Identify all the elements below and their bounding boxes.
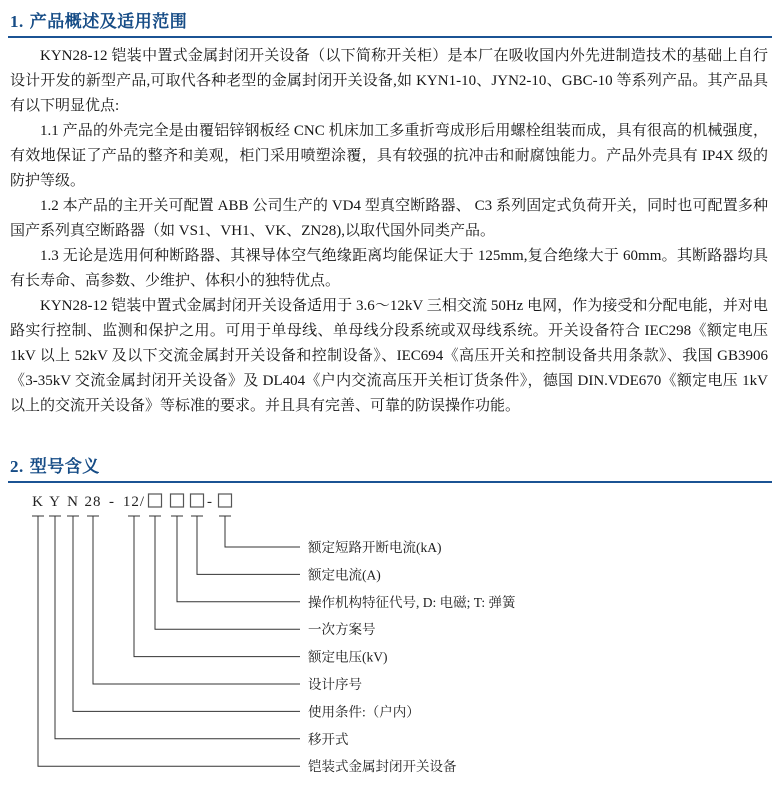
diagram-label: 额定电压(kV) [308, 649, 388, 665]
model-code-diagram [20, 489, 780, 789]
connector-line [49, 516, 300, 739]
connector-line [128, 516, 300, 657]
code-char: Y [49, 494, 61, 510]
diagram-label: 额定短路开断电流(kA) [308, 540, 442, 555]
code-placeholder-box [171, 494, 184, 507]
code-char: K [32, 494, 44, 510]
connector-line [87, 516, 300, 684]
section-overview-title-text: 产品概述及适用范围 [29, 12, 188, 31]
diagram-label: 使用条件:（户内） [308, 704, 420, 720]
section-model-title [0, 445, 780, 480]
diagram-label: 额定电流(A) [308, 567, 381, 583]
code-placeholder-box [219, 494, 232, 507]
connector-line [191, 516, 300, 574]
diagram-label: 一次方案号 [308, 622, 376, 638]
code-char: - [109, 494, 115, 510]
section-model-title-text: 型号含义 [29, 457, 100, 476]
paragraph-1-1: 1.1 产品的外壳完全是由覆铝锌钢板经 CNC 机床加工多重折弯成形后用螺栓组装而成，具有很高的机械强度，有效地保证了产品的整齐和美观，柜门采用喷塑涂覆，具有较强的抗冲击和耐腐蚀能力。产品外壳具有 IP4X 级的防护等级。 [10, 123, 768, 189]
connector-line [32, 516, 300, 766]
connector-line [171, 516, 300, 602]
diagram-label: 铠装式金属封闭开关设备 [308, 759, 457, 775]
paragraph-intro: KYN28-12 铠装中置式金属封闭开关设备（以下简称开关柜）是本厂在吸收国内外先进制造技术的基础上自行设计开发的新型产品,可取代各种老型的金属封闭开关设备,如 KYN1-10、JYN2-10、GBC-10 等系列产品。其产品具有以下明显优点: [10, 48, 768, 114]
section-overview-title [0, 0, 780, 35]
section-overview-body [0, 38, 780, 419]
section-model-number: 2. [10, 457, 24, 476]
section-model-divider [8, 481, 772, 483]
paragraph-1-2: 1.2 本产品的主开关可配置 ABB 公司生产的 VD4 型真空断路器、 C3 系列固定式负荷开关，同时也可配置多种国产系列真空断路器（如 VS1、VH1、VK、ZN28),以取代国外同类产品。 [10, 198, 768, 239]
code-char: 12/ [122, 494, 146, 510]
model-code-svg [20, 489, 776, 784]
paragraph-standards: KYN28-12 铠装中置式金属封闭开关设备适用于 3.6～12kV 三相交流 50Hz 电网，作为接受和分配电能，并对电路实行控制、监测和保护之用。可用于单母线、单母线分段系统或双母线系统。开关设备符合 IEC298《额定电压 1kV 以上 52kV 及以下交流金属封开关设备和控制设备》、IEC694《高压开关和控制设备共用条款》、我国 GB3906《3-35kV 交流金属封闭开关设备》及 DL404《户内交流高压开关柜订货条件》，德国 DIN.VDE670《额定电压 1kV 以上的交流开关设备》等标准的要求。并且具有完善、可靠的防误操作功能。 [10, 298, 768, 414]
paragraph-1-3: 1.3 无论是选用何种断路器、其裸导体空气绝缘距离均能保证大于 125mm,复合绝缘大于 60mm。其断路器均具有长寿命、高参数、少维护、体积小的独特优点。 [10, 248, 768, 289]
connector-line [67, 516, 300, 711]
diagram-label: 设计序号 [308, 677, 362, 692]
section-overview-number: 1. [10, 12, 24, 31]
section-model [0, 445, 780, 789]
code-char: - [207, 494, 213, 510]
diagram-label: 移开式 [308, 731, 349, 747]
code-char: 28 [84, 494, 102, 510]
code-placeholder-box [149, 494, 162, 507]
connector-line [219, 516, 300, 547]
code-placeholder-box [191, 494, 204, 507]
diagram-label: 操作机构特征代号, D: 电磁; T: 弹簧 [308, 594, 516, 610]
code-char: N [67, 494, 79, 510]
